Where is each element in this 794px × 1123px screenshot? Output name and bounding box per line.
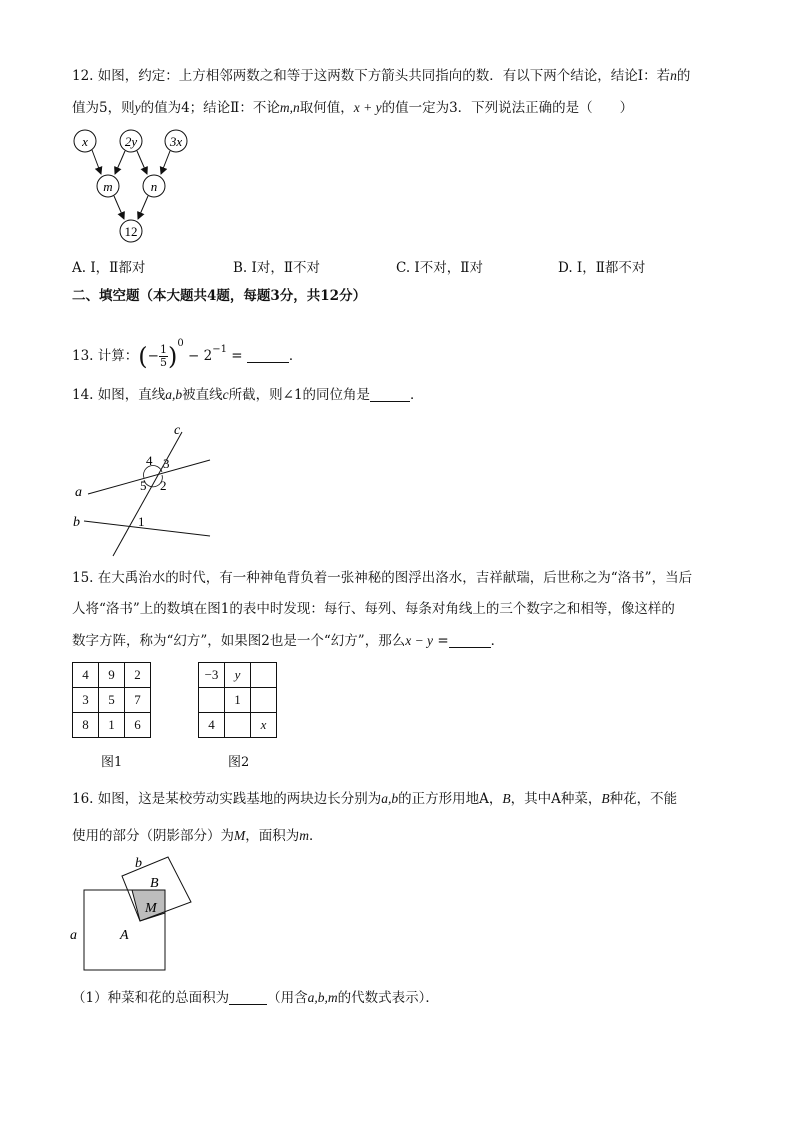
grid1-row: [73, 688, 151, 713]
grid2-cell: [199, 688, 225, 713]
q16-sub1-text-2: （用含: [267, 990, 308, 1006]
q16-text-5: 使用的部分（阴影部分）为: [72, 828, 234, 844]
label-B: B: [150, 876, 159, 891]
q14-text-1: 14. 如图，直线: [72, 387, 166, 403]
label-5: 5: [140, 478, 147, 493]
q15-text-3: 数字方阵，称为“幻方”，如果图2也是一个“幻方”，那么: [72, 633, 406, 649]
grid1-cell: 6: [125, 713, 151, 738]
label-2: 2: [160, 478, 167, 493]
q12-text-2: 的: [676, 68, 691, 84]
grid2-cell: x: [251, 713, 277, 738]
label-a: a: [70, 928, 77, 943]
arrow-2y-n: [137, 151, 147, 174]
q13-end: ．: [288, 348, 303, 364]
arrow-m-12: [114, 196, 124, 219]
label-1: 1: [138, 514, 145, 529]
grid1-cell: 2: [125, 663, 151, 688]
label-3x: 3x: [169, 134, 183, 149]
magic-square-fig2: [198, 662, 277, 738]
q16-text-4: 种花，不能: [609, 791, 678, 807]
section-title: 二、填空题（本大题共4题，每题3分，共12分）: [72, 288, 367, 304]
q16-var-b: B: [502, 791, 511, 806]
q14-var-c: c: [222, 387, 229, 402]
grid1-cell: 3: [73, 688, 99, 713]
grid1-cell: 1: [99, 713, 125, 738]
answer-blank-16-1[interactable]: [229, 990, 267, 1005]
q16-var-m-cap: M: [234, 828, 246, 843]
grid1-cell: 8: [73, 713, 99, 738]
fraction-numerator: 1: [159, 343, 167, 356]
grid1-cell: 9: [99, 663, 125, 688]
grid2-row: [199, 663, 277, 688]
q16-text-1: 16. 如图，这是某校劳动实践基地的两块边长分别为: [72, 791, 382, 807]
right-paren: ): [167, 342, 178, 371]
q12-text-1: 12. 如图，约定：上方相邻两数之和等于这两数下方箭头共同指向的数．有以下两个结论，结论Ⅰ：若: [72, 68, 671, 84]
answer-blank-15[interactable]: [449, 633, 491, 648]
label-a: a: [75, 485, 82, 500]
grid1-cell: 5: [99, 688, 125, 713]
q14-var-ab: a,b: [165, 387, 183, 402]
q12-text-3: 值为5，则: [72, 100, 135, 116]
q16-line1: [72, 790, 677, 808]
grid2-cell: y: [225, 663, 251, 688]
q14-line: [72, 386, 424, 404]
q12-text-4: 的值为4；结论Ⅱ：不论: [140, 100, 280, 116]
grid2-cell: [251, 663, 277, 688]
caption-fig1: 图1: [101, 755, 123, 770]
line-c: [113, 432, 182, 556]
grid1-cell: 4: [73, 663, 99, 688]
grid2-cell: 4: [199, 713, 225, 738]
grid1-cell: 7: [125, 688, 151, 713]
answer-blank-14[interactable]: [370, 387, 410, 402]
label-m: m: [103, 179, 113, 194]
q16-text-7: ．: [309, 828, 323, 844]
q15-line2: 人将“洛书”上的数填在图1的表中时发现：每行、每列、每条对角线上的三个数字之和相等，像这样的: [72, 601, 675, 617]
label-M: M: [145, 901, 157, 916]
caption-fig2: 图2: [228, 755, 250, 770]
arrow-3x-n: [161, 151, 170, 174]
arrow-x-m: [92, 150, 101, 174]
q16-var-m: m: [299, 828, 309, 843]
grid2-cell: 1: [225, 688, 251, 713]
q13-prefix: 13. 计算：: [72, 348, 139, 364]
q12-arrow-diagram: [65, 125, 205, 247]
q15-end: ．: [490, 633, 505, 649]
line-b: [84, 521, 210, 536]
label-4: 4: [146, 453, 153, 468]
grid2-cell: [225, 713, 251, 738]
grid1-row: [73, 713, 151, 738]
q14-text-3: 所截，则∠1的同位角是: [228, 387, 371, 403]
q16-var-ab: a,b: [381, 791, 399, 806]
q12-text-5: 取何值，: [299, 100, 354, 116]
grid1-row: [73, 663, 151, 688]
grid2-row: [199, 713, 277, 738]
label-b: b: [135, 856, 142, 871]
label-c: c: [174, 423, 181, 438]
q14-line-figure: [70, 418, 220, 560]
q12-line1: [72, 67, 690, 85]
q12-line2: [72, 99, 633, 117]
q16-text-2: 的正方形用地A，: [398, 791, 503, 807]
label-n: n: [150, 179, 158, 194]
q16-sub1-text-1: （1）种菜和花的总面积为: [72, 990, 230, 1006]
q12-expr-xy: x + y: [353, 100, 382, 115]
label-A: A: [120, 928, 129, 943]
option-b[interactable]: B. Ⅰ对，Ⅱ不对: [233, 260, 321, 276]
q16-var-b2: B: [601, 791, 610, 806]
fraction: [159, 344, 168, 369]
q12-var-n: n: [670, 68, 677, 83]
q16-sub1-text-3: 的代数式表示）．: [337, 990, 439, 1006]
q13-rest: − 2: [188, 348, 213, 364]
label-12: 12: [124, 224, 138, 239]
option-d[interactable]: D. Ⅰ，Ⅱ都不对: [558, 260, 646, 276]
q16-text-6: ，面积为: [245, 828, 300, 844]
q15-line1: 15. 在大禹治水的时代，有一种神龟背负着一张神秘的图浮出洛水，吉祥献瑞，后世称之为“洛书”，当后: [72, 570, 693, 586]
q12-text-6: 的值一定为3．下列说法正确的是（ ）: [381, 100, 634, 116]
q13-exponent: −1: [212, 344, 227, 355]
q13-minus: −: [147, 348, 159, 364]
q14-end: ．: [410, 387, 424, 403]
q12-var-y: y: [134, 100, 141, 115]
q14-text-2: 被直线: [182, 387, 223, 403]
label-3: 3: [163, 456, 170, 471]
grid2-cell: −3: [199, 663, 225, 688]
q16-sub1: [72, 989, 439, 1007]
answer-blank-13[interactable]: [247, 348, 289, 363]
arrow-2y-m: [115, 151, 125, 174]
magic-square-fig1: [72, 662, 151, 738]
q15-expr-xy: x − y: [405, 633, 434, 648]
option-a[interactable]: A. Ⅰ，Ⅱ都对: [72, 260, 146, 276]
q15-equals: =: [433, 633, 449, 649]
q13-exponent-zero: 0: [177, 338, 184, 349]
q16-text-3: ，其中A种菜，: [510, 791, 602, 807]
label-2y: 2y: [124, 134, 138, 149]
label-b: b: [73, 515, 80, 530]
arrow-n-12: [138, 196, 148, 219]
q16-square-figure: [65, 852, 205, 976]
q16-sub1-var-abm: a,b,m: [307, 990, 338, 1005]
label-x: x: [82, 134, 88, 149]
option-c[interactable]: C. Ⅰ不对，Ⅱ对: [396, 260, 483, 276]
q13-equals: =: [226, 348, 247, 364]
fraction-denominator: 5: [159, 356, 167, 369]
q12-var-mn: m,n: [279, 100, 300, 115]
grid2-row: [199, 688, 277, 713]
q16-line2: [72, 827, 323, 845]
grid2-cell: [251, 688, 277, 713]
q15-line3: [72, 632, 504, 650]
left-paren: (: [138, 342, 148, 371]
q13-line: [72, 326, 303, 371]
